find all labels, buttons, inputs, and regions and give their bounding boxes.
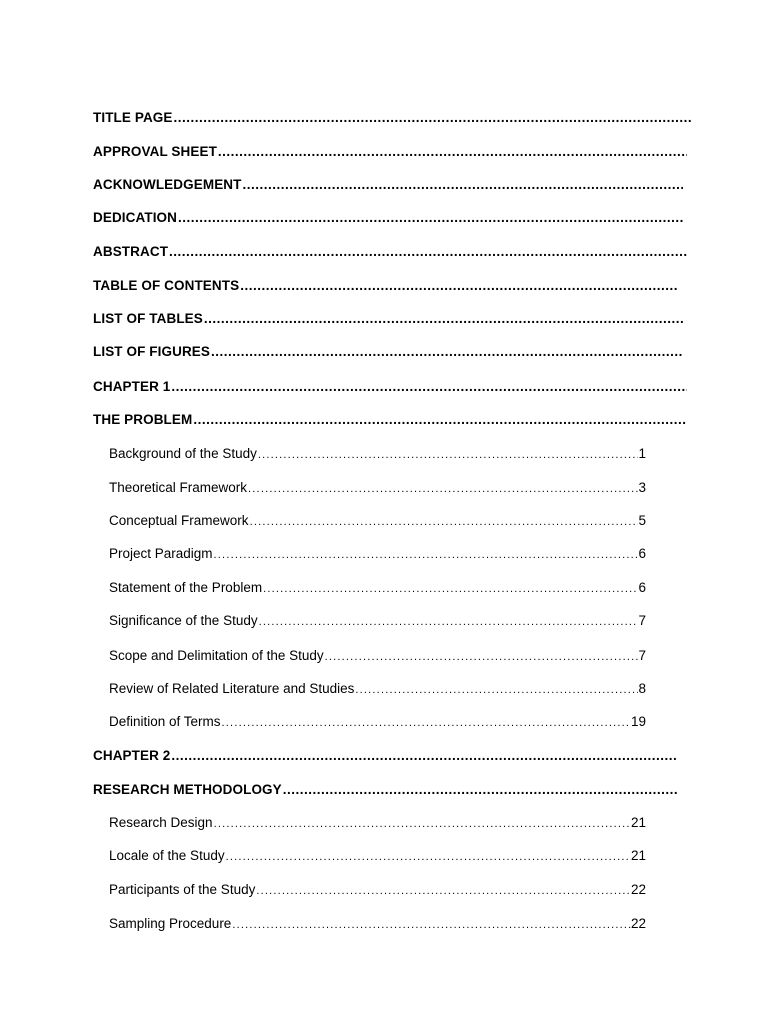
toc-entry-chapter-1 — [93, 377, 687, 397]
toc-dot-leader — [222, 712, 631, 732]
toc-entry-page: 6 — [638, 580, 646, 595]
toc-entry-label: Review of Related Literature and Studies — [109, 681, 355, 696]
toc-entry-abstract — [93, 242, 687, 262]
toc-entry-list-of-figures — [93, 342, 683, 362]
toc-dot-leader — [193, 410, 687, 430]
toc-entry-label: ACKNOWLEDGEMENT — [93, 177, 242, 192]
toc-dot-leader — [250, 511, 639, 531]
toc-dot-leader — [325, 646, 639, 666]
toc-dot-leader — [171, 746, 678, 766]
toc-entry-page: 7 — [638, 648, 646, 663]
toc-entry-statement-of-the-problem — [109, 578, 646, 598]
toc-entry-label: THE PROBLEM — [93, 412, 193, 427]
toc-entry-locale-of-the-study — [109, 846, 646, 866]
toc-entry-label: Background of the Study — [109, 446, 257, 461]
toc-entry-label: Definition of Terms — [109, 714, 221, 729]
toc-entry-label: Scope and Delimitation of the Study — [109, 648, 324, 663]
toc-entry-label: Project Paradigm — [109, 546, 213, 561]
toc-dot-leader — [214, 544, 639, 564]
toc-entry-sampling-procedure — [109, 914, 646, 934]
toc-entry-page: 19 — [630, 714, 646, 729]
toc-entry-definition-of-terms — [109, 712, 646, 732]
toc-entry-participants-of-the-study — [109, 880, 646, 900]
toc-entry-background-of-the-study — [109, 444, 646, 464]
toc-entry-dedication — [93, 208, 683, 228]
toc-entry-label: Participants of the Study — [109, 882, 256, 897]
toc-entry-label: CHAPTER 2 — [93, 748, 171, 763]
toc-entry-significance-of-the-study — [109, 611, 646, 631]
toc-dot-leader — [226, 846, 631, 866]
toc-entry-label: LIST OF TABLES — [93, 311, 203, 326]
toc-dot-leader — [263, 578, 638, 598]
toc-entry-label: TITLE PAGE — [93, 110, 173, 125]
toc-entry-label: Statement of the Problem — [109, 580, 263, 595]
toc-dot-leader — [243, 175, 684, 195]
toc-entry-table-of-contents — [93, 276, 678, 296]
toc-dot-leader — [169, 242, 687, 262]
toc-dot-leader — [248, 478, 638, 498]
toc-dot-leader — [256, 880, 631, 900]
toc-dot-leader — [214, 813, 631, 833]
toc-entry-label: APPROVAL SHEET — [93, 144, 217, 159]
toc-entry-label: Research Design — [109, 815, 213, 830]
toc-entry-page: 3 — [638, 480, 646, 495]
toc-entry-page: 22 — [630, 882, 646, 897]
toc-entry-list-of-tables — [93, 309, 683, 329]
toc-entry-page: 5 — [638, 513, 646, 528]
toc-dot-leader — [355, 679, 638, 699]
toc-entry-page: 7 — [638, 613, 646, 628]
toc-entry-acknowledgement — [93, 175, 683, 195]
toc-entry-label: LIST OF FIGURES — [93, 344, 211, 359]
toc-entry-research-design — [109, 813, 646, 833]
toc-entry-label: TABLE OF CONTENTS — [93, 278, 240, 293]
toc-dot-leader — [283, 780, 678, 800]
toc-dot-leader — [232, 914, 631, 934]
toc-entry-page: 21 — [630, 848, 646, 863]
toc-entry-page: 22 — [630, 916, 646, 931]
toc-entry-the-problem — [93, 410, 687, 430]
toc-dot-leader — [258, 444, 639, 464]
toc-entry-label: CHAPTER 1 — [93, 379, 171, 394]
toc-entry-theoretical-framework — [109, 478, 646, 498]
toc-entry-conceptual-framework — [109, 511, 646, 531]
toc-entry-label: Locale of the Study — [109, 848, 225, 863]
toc-entry-label: Conceptual Framework — [109, 513, 249, 528]
toc-dot-leader — [211, 342, 683, 362]
toc-entry-page: 1 — [638, 446, 646, 461]
toc-entry-title-page — [93, 108, 691, 128]
toc-dot-leader — [174, 108, 691, 128]
toc-entry-label: Sampling Procedure — [109, 916, 232, 931]
toc-dot-leader — [178, 208, 683, 228]
toc-entry-label: Significance of the Study — [109, 613, 258, 628]
toc-entry-research-methodology — [93, 780, 678, 800]
toc-entry-label: DEDICATION — [93, 210, 177, 225]
toc-dot-leader — [259, 611, 639, 631]
toc-entry-page: 8 — [638, 681, 646, 696]
toc-entry-review-of-related-literature — [109, 679, 646, 699]
toc-entry-scope-and-delimitation — [109, 646, 646, 666]
toc-entry-chapter-2 — [93, 746, 678, 766]
toc-entry-page: 21 — [630, 815, 646, 830]
toc-dot-leader — [218, 142, 687, 162]
toc-entry-approval-sheet — [93, 142, 687, 162]
toc-entry-label: ABSTRACT — [93, 244, 169, 259]
toc-entry-page: 6 — [638, 546, 646, 561]
toc-dot-leader — [240, 276, 678, 296]
toc-dot-leader — [204, 309, 683, 329]
toc-dot-leader — [171, 377, 687, 397]
toc-entry-label: Theoretical Framework — [109, 480, 248, 495]
toc-entry-label: RESEARCH METHODOLOGY — [93, 782, 282, 797]
toc-entry-project-paradigm — [109, 544, 646, 564]
